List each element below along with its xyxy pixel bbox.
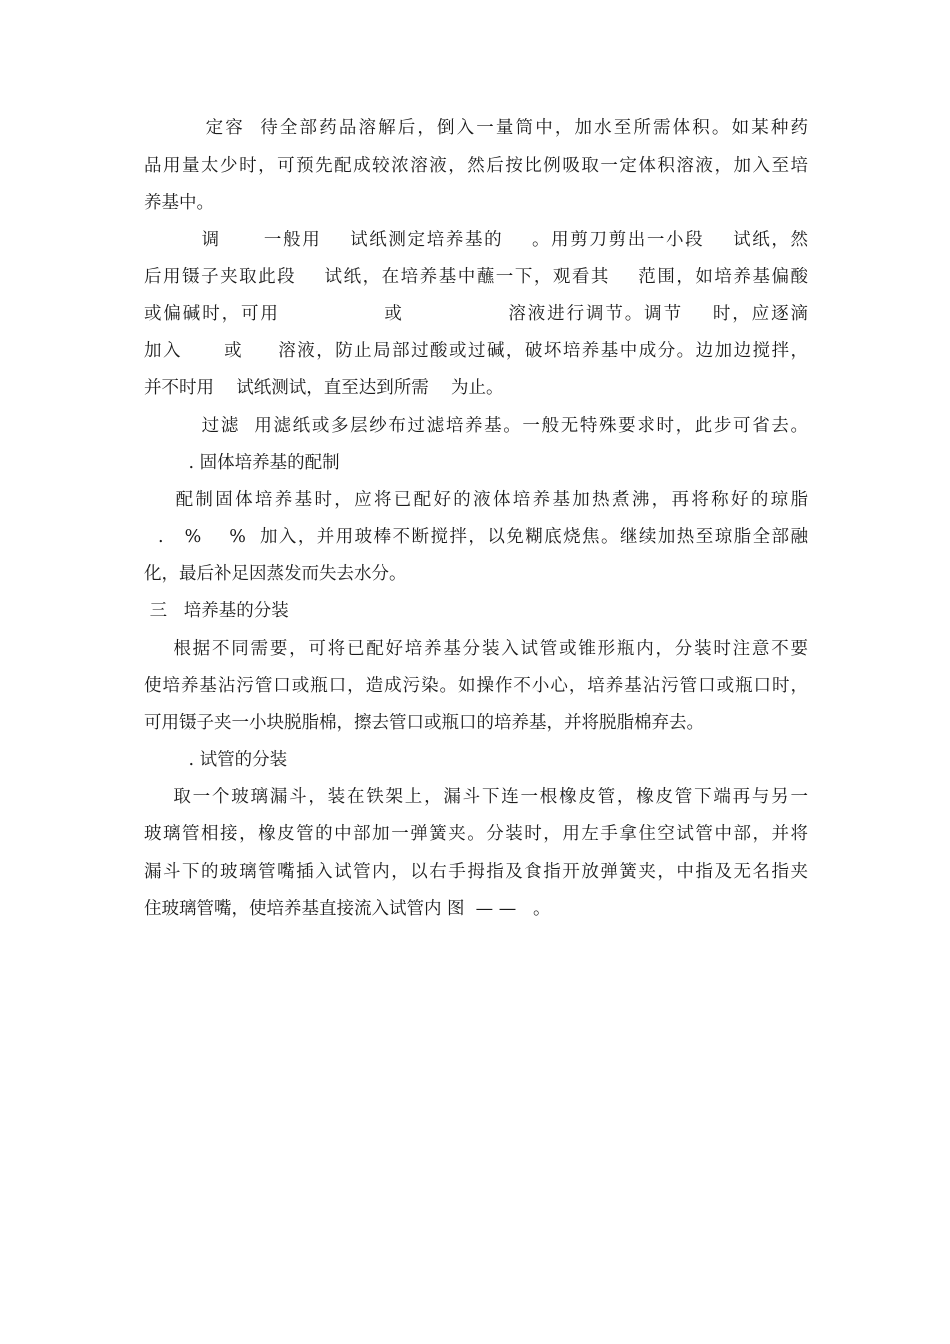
paragraph-line: 或偏碱时，可用 或 溶液进行调节。调节 时，应逐滴 [144, 304, 808, 324]
paragraph-line: 可用镊子夹一小块脱脂棉，擦去管口或瓶口的培养基，并将脱脂棉弃去。 [144, 713, 704, 733]
paragraph-line: 品用量太少时，可预先配成较浓溶液，然后按比例吸取一定体积溶液，加入至培 [144, 156, 808, 176]
paragraph-line: 配制固体培养基时，应将已配好的液体培养基加热煮沸，再将称好的琼脂 [144, 490, 808, 510]
paragraph-line: 定容 待全部药品溶解后，倒入一量筒中，加水至所需体积。如某种药 [144, 118, 808, 138]
paragraph-line: 玻璃管相接，橡皮管的中部加一弹簧夹。分装时，用左手拿住空试管中部，并将 [144, 824, 808, 844]
paragraph-line: 取一个玻璃漏斗，装在铁架上，漏斗下连一根橡皮管，橡皮管下端再与另一 [144, 787, 808, 807]
paragraph-line: 过滤 用滤纸或多层纱布过滤培养基。一般无特殊要求时，此步可省去。 [144, 416, 808, 436]
paragraph-line: 后用镊子夹取此段 试纸，在培养基中蘸一下，观看其 范围，如培养基偏酸 [144, 267, 808, 287]
paragraph-line: 根据不同需要，可将已配好培养基分装入试管或锥形瓶内，分装时注意不要 [144, 639, 808, 659]
section-heading: . 固体培养基的配制 [144, 453, 340, 473]
paragraph-line: 化，最后补足因蒸发而失去水分。 [144, 564, 407, 584]
paragraph-line: 住玻璃管嘴，使培养基直接流入试管内 图 — — 。 [144, 899, 551, 919]
paragraph-line: 并不时用 试纸测试，直至达到所需 为止。 [144, 378, 504, 398]
section-heading: . 试管的分装 [144, 750, 288, 770]
paragraph-line: 漏斗下的玻璃管嘴插入试管内，以右手拇指及食指开放弹簧夹，中指及无名指夹 [144, 862, 808, 882]
section-heading: 三 培养基的分装 [144, 601, 289, 621]
paragraph-line: 加入 或 溶液，防止局部过酸或过碱，破坏培养基中成分。边加边搅拌， [144, 341, 808, 361]
paragraph-line: . % % 加入，并用玻棒不断搅拌，以免糊底烧焦。继续加热至琼脂全部融 [144, 527, 808, 547]
paragraph-line: 调 一般用 试纸测定培养基的 。用剪刀剪出一小段 试纸，然 [144, 230, 808, 250]
paragraph-line: 使培养基沾污管口或瓶口，造成污染。如操作不小心，培养基沾污管口或瓶口时， [144, 676, 808, 696]
paragraph-line: 养基中。 [144, 193, 214, 213]
